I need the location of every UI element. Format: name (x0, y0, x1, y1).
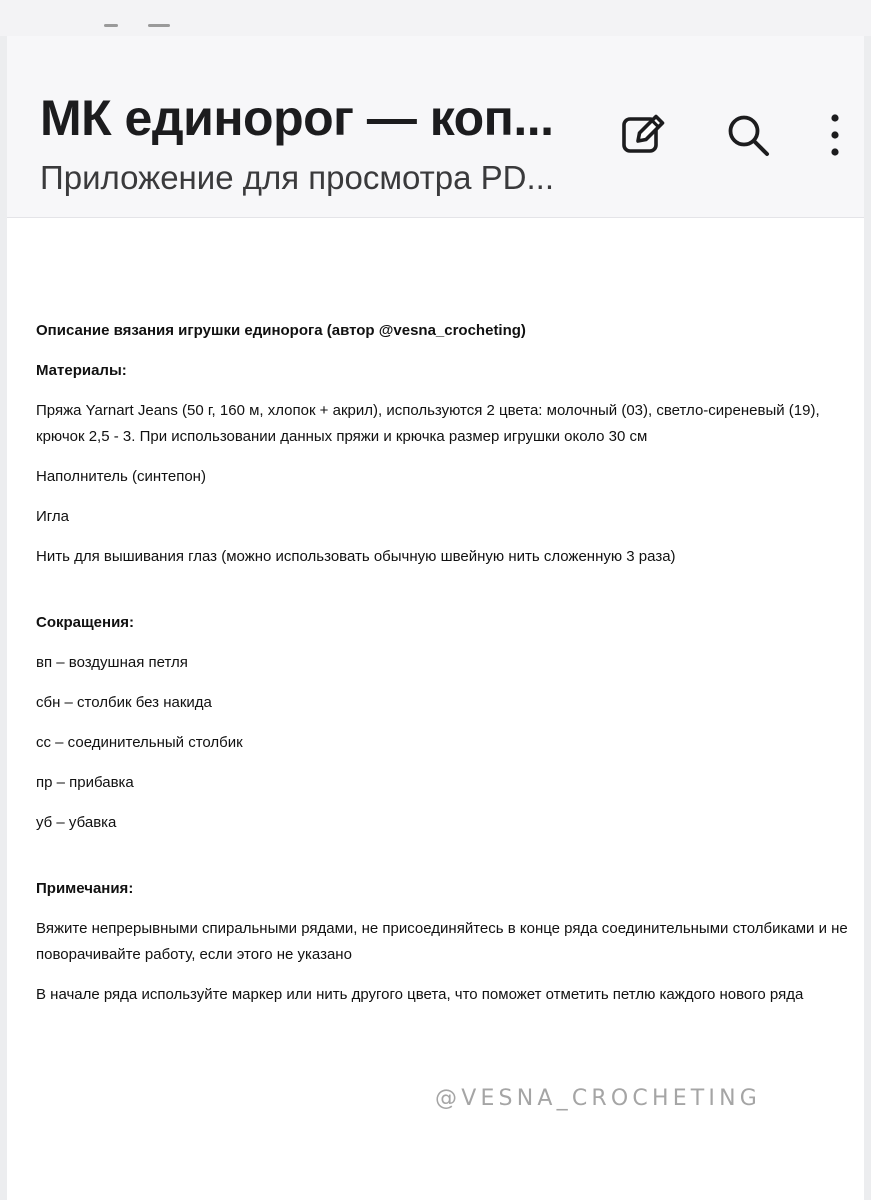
materials-heading: Материалы: (36, 362, 127, 379)
status-indicator (104, 24, 118, 27)
edit-button[interactable] (616, 107, 672, 163)
materials-item: Пряжа Yarnart Jeans (50 г, 160 м, хлопок + акрил), используются 2 цвета: молочный (03), светло-сиреневый (19), крючок 2,5 - 3. При использовании данных пряжи и крючка размер игрушки около 30 см (36, 402, 820, 445)
watermark: @VESNA_CROCHETING (435, 1086, 762, 1111)
more-vertical-icon (828, 112, 842, 158)
pdf-page[interactable] (7, 218, 864, 1200)
abbreviation-item: вп – воздушная петля (36, 654, 188, 671)
app-bar (7, 36, 864, 218)
status-indicator (148, 24, 170, 27)
section-spacer (36, 584, 856, 610)
app-subtitle: Приложение для просмотра PD... (40, 159, 554, 196)
document-heading: Описание вязания игрушки единорога (автор @vesna_crocheting) (36, 322, 526, 339)
document-content (36, 318, 856, 1022)
abbreviation-item: уб – убавка (36, 814, 117, 831)
notes-heading: Примечания: (36, 880, 134, 897)
abbreviation-item: сс – соединительный столбик (36, 734, 243, 751)
abbreviation-item: сбн – столбик без накида (36, 694, 212, 711)
status-bar-indicators (104, 24, 170, 27)
search-button[interactable] (720, 107, 776, 163)
search-icon (723, 110, 773, 160)
note-item: Вяжите непрерывными спиральными рядами, не присоединяйтесь в конце ряда соединительными столбиками и не поворачивайте работу, если этого не указано (36, 920, 848, 963)
pdf-viewer-window (7, 36, 864, 1200)
materials-item: Игла (36, 508, 70, 525)
materials-item: Нить для вышивания глаз (можно использовать обычную швейную нить сложенную 3 раза) (36, 548, 676, 565)
more-options-button[interactable] (811, 107, 859, 163)
edit-square-icon (620, 111, 668, 159)
materials-item: Наполнитель (синтепон) (36, 468, 206, 485)
section-spacer (36, 850, 856, 876)
status-bar (0, 0, 871, 36)
document-title: МК единорог — коп... (40, 90, 554, 146)
note-item: В начале ряда используйте маркер или нить другого цвета, что поможет отметить петлю каждого нового ряда (36, 986, 804, 1003)
abbreviations-heading: Сокращения: (36, 614, 135, 631)
abbreviation-item: пр – прибавка (36, 774, 134, 791)
